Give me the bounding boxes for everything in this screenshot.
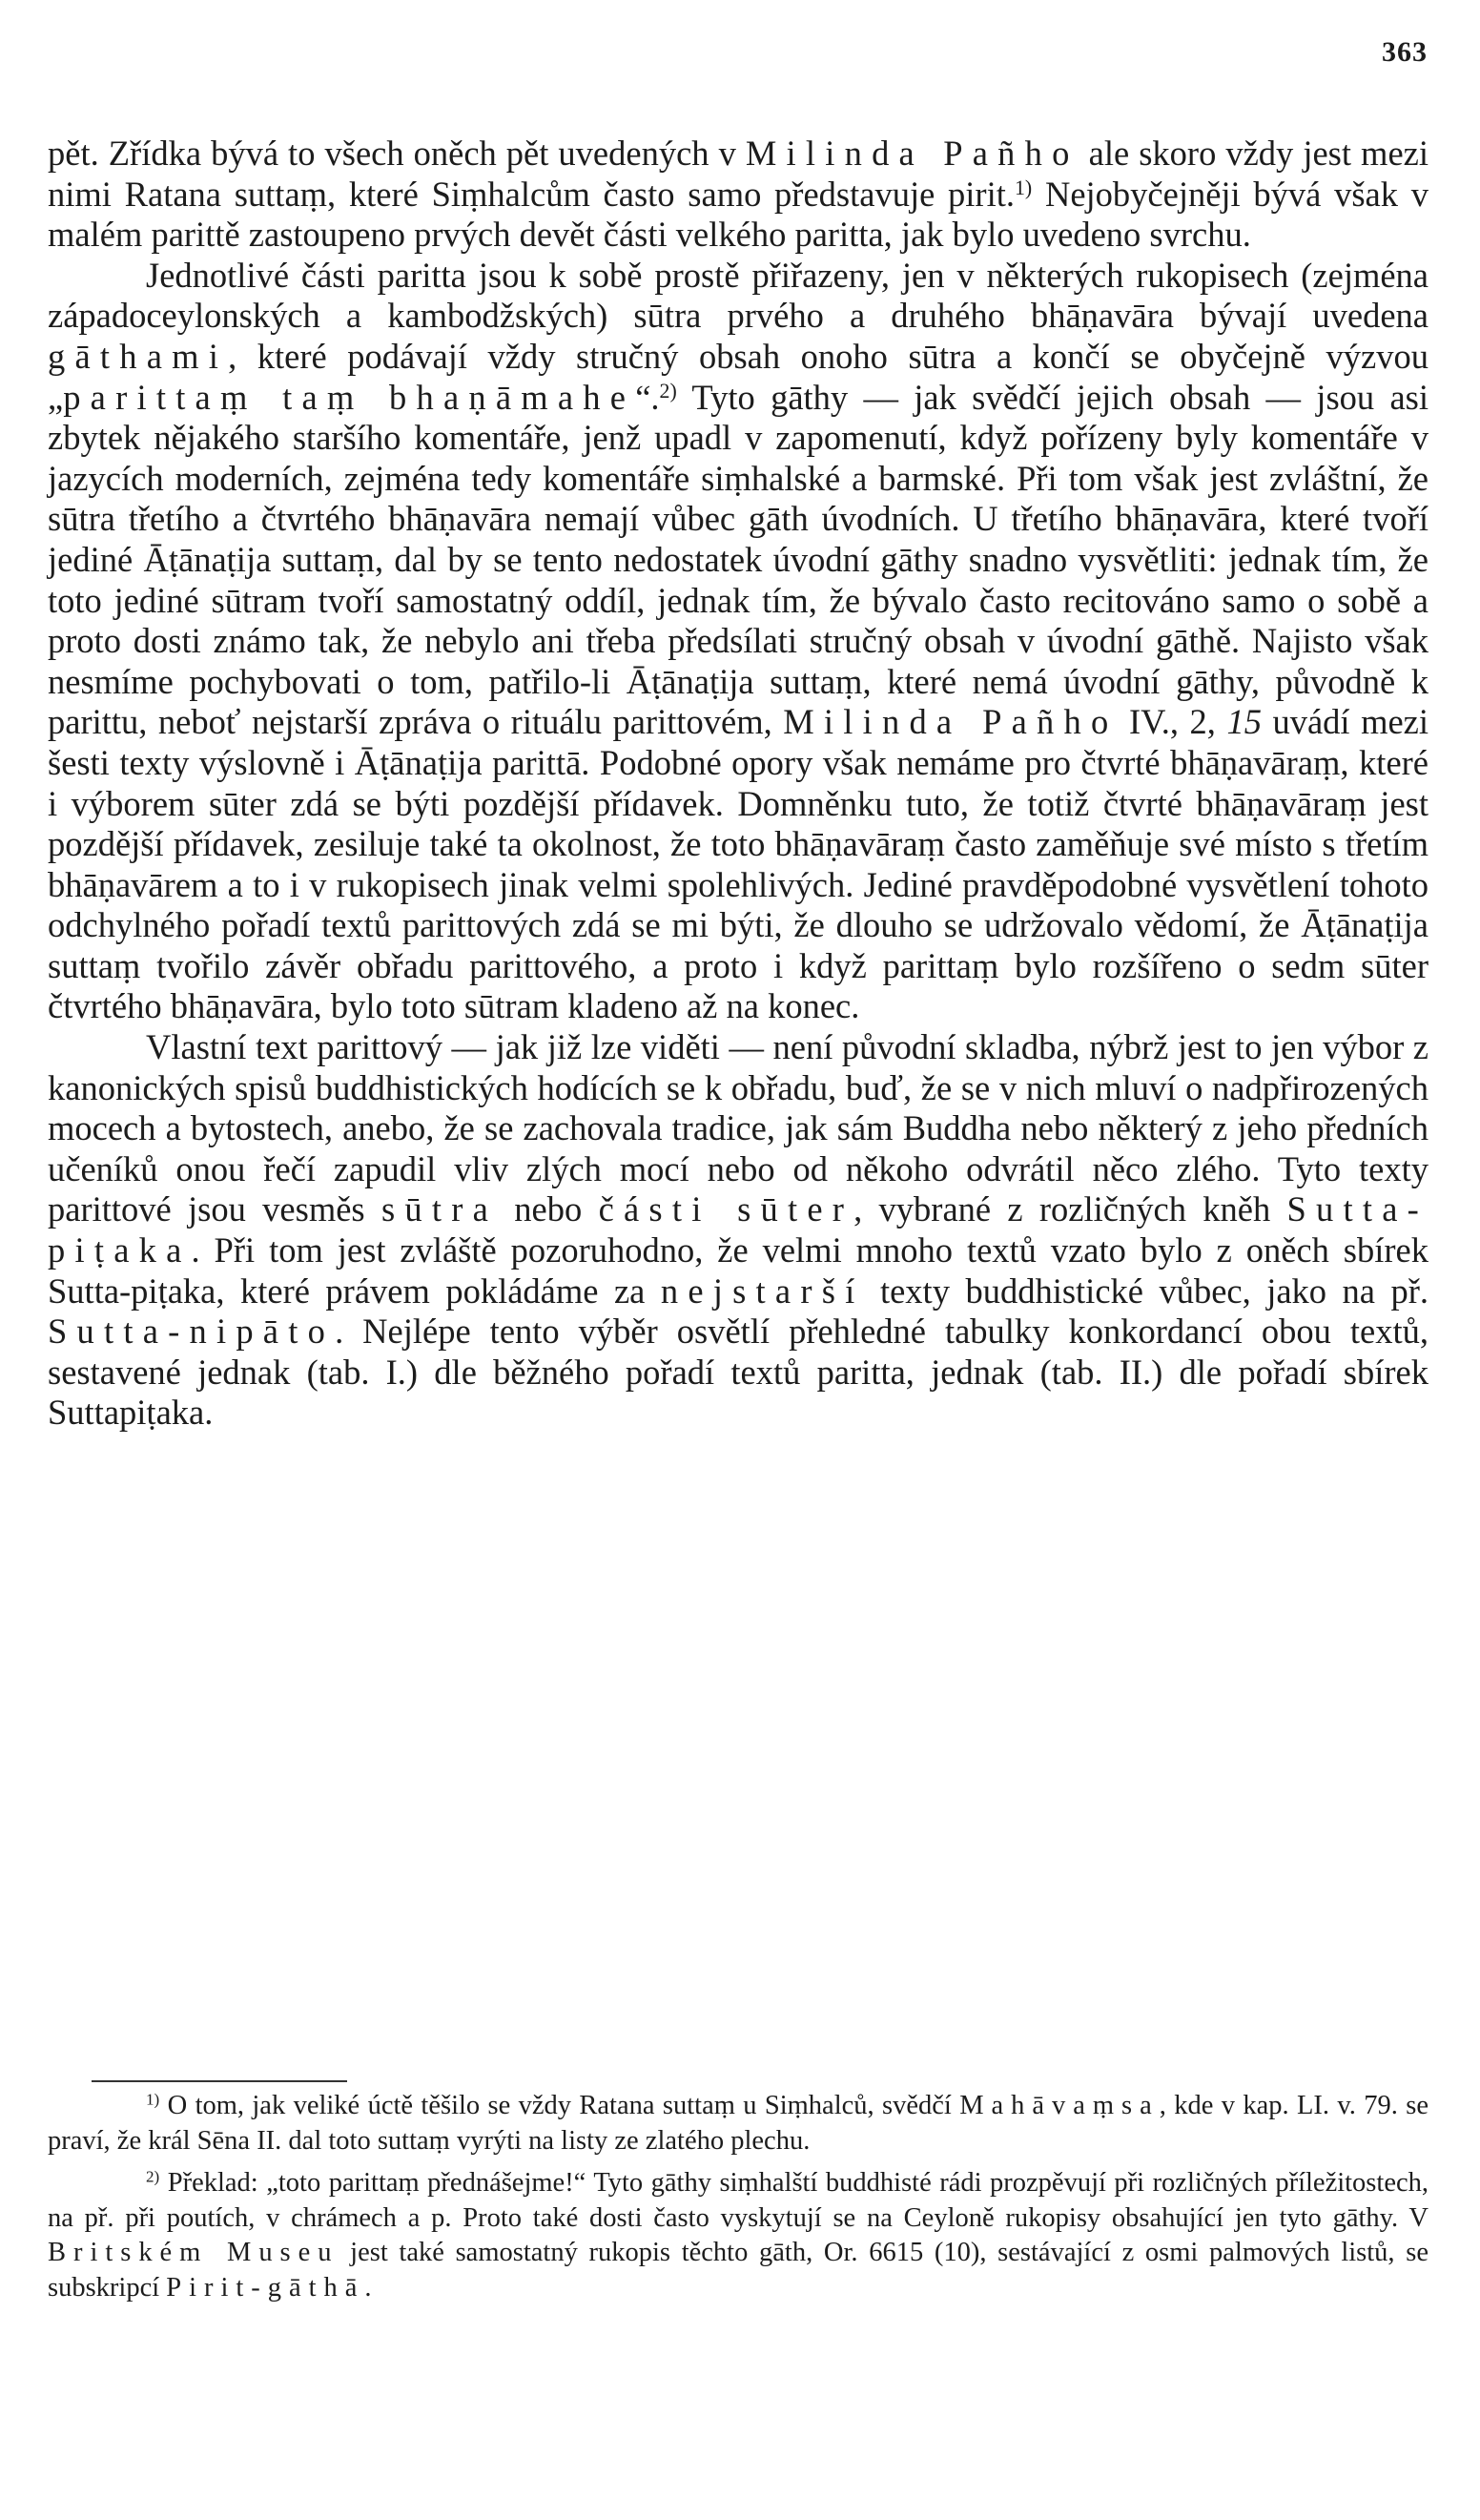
text-run: . Nejlépe tento výběr osvětlí přehledné tabulky konkordancí obou textů, sestavené jednak (tab. I.) dle běžného pořadí textů paritta, jednak (tab. II.) dle pořadí sbírek Suttapiṭaka. [48, 1312, 1429, 1433]
spaced-emphasis: gāthami [48, 336, 229, 376]
text-run: Nejobyčejněji bývá však v malém parittě zastoupeno prvých devět části velkého paritta, jak bylo uvedeno svrchu. [48, 174, 1429, 255]
spaced-emphasis: parittaṃ taṃ bhaṇāmahe [63, 377, 636, 417]
text-run: IV., 2, [1118, 702, 1227, 742]
footnote [48, 2089, 1429, 2159]
spaced-emphasis: Milinda Pañho [745, 134, 1079, 173]
footnote-marker: 2) [146, 2167, 160, 2186]
text-run: nebo [498, 1189, 599, 1229]
text-run: O tom, jak veliké úctě těšilo se vždy Ratana suttaṃ u Siṃhalců, svědčí [159, 2091, 960, 2120]
italic-number: 15 [1226, 702, 1262, 742]
text-run: texty buddhistické vůbec, jako na př. [864, 1270, 1429, 1311]
footnote-marker: 1) [1014, 175, 1033, 199]
text-run: ale skoro vždy jest mezi nimi Ratana suttaṃ, které Siṃhalcům často samo představuje pirit. [48, 134, 1429, 214]
text-run: , vybrané z rozličných kněh [853, 1189, 1287, 1229]
footnote-separator [92, 2080, 347, 2082]
paragraph [48, 134, 1429, 256]
text-run: Překlad: „toto parittaṃ přednášejme!“ Tyto gāthy siṃhalští buddhisté rádi prozpěvují při rozličných příležitostech, na př. při poutích, v chrámech a p. Proto také dosti často vyskytují se na Ceyloně rukopisy obsahující jen tyto gāthy. V [48, 2168, 1429, 2233]
main-text [48, 134, 1429, 1434]
text-run: Tyto gāthy — jak svědčí jejich obsah — jsou asi zbytek nějakého staršího komentáře, jenž upadl v zapomenutí, když pořízeny byly komentáře v jazycích moderních, zejména tedy komentáře siṃhalské a barmské. Při tom však jest zvláštní, že sūtra třetího a čtvrtého bhāṇavāra nemají vůbec gāth úvodních. U třetího bhāṇavāra, které tvoří jediné Āṭānaṭija suttaṃ, dal by se tento nedostatek úvodní gāthy snadno vysvětliti: jednak tím, že toto jediné sūtram tvoří samostatný oddíl, jednak tím, že bývalo často recitováno samo o sobě a proto dosti známo tak, že nebylo ani třeba předsílati stručný obsah v úvodní gāthě. Najisto však nesmíme pochybovati o tom, patřilo-li Āṭānaṭija suttaṃ, které nemá úvodní gāthy, původně k parittu, neboť nejstarší zpráva o rituálu parittovém, [48, 377, 1429, 742]
text-run: . [364, 2272, 372, 2303]
footnote-marker: 1) [146, 2090, 160, 2109]
text-run: Jednotlivé části paritta jsou k sobě prostě přiřazeny, jen v některých rukopisech (zejména západoceylonských a kambodžských) sūtra prvého a druhého bhāṇavāra bývají uvedena [48, 255, 1429, 336]
text-run: . Při tom jest zvláště pozoruhodno, že velmi mnoho textů vzato bylo z oněch sbírek Sutta-piṭaka, které právem pokládáme za [48, 1230, 1429, 1311]
spaced-emphasis: části sūter [598, 1189, 854, 1229]
text-run: “. [635, 377, 660, 417]
paragraph [48, 1027, 1429, 1434]
spaced-emphasis: Pirit-gāthā [166, 2272, 365, 2303]
text-run: pět. Zřídka bývá to všech oněch pět uvedených v [48, 134, 746, 173]
spaced-emphasis: nejstarší [660, 1270, 865, 1311]
text-run: Vlastní text parittový — jak již lze viděti — není původní skladba, nýbrž jest to jen výbor z kanonických spisů buddhistických hodících se k obřadu, buď, že se v nich mluví o nadpřirozených mocech a bytostech, anebo, že se zachovala tradice, jak sám Buddha nebo některý z jeho předních učeníků onou řečí zapudil vliv zlých mocí nebo od někoho odvrátil něco zlého. Tyto texty parittové jsou vesměs [48, 1027, 1429, 1229]
footnote [48, 2166, 1429, 2305]
spaced-emphasis: sūtra [380, 1189, 498, 1229]
footnote-marker: 2) [659, 378, 677, 403]
spaced-emphasis: Sutta-nipāto [48, 1312, 336, 1352]
page-number: 363 [1382, 36, 1428, 68]
text-run: jest také samostatný rukopis těchto gāth, Or. 6615 (10), sestávající z osmi palmových listů, se subskripcí [48, 2238, 1429, 2303]
footnotes [48, 2089, 1429, 2305]
text-run: , které podávají vždy stručný obsah onoho sūtra a končí se obyčejně výzvou „ [48, 336, 1429, 417]
text-run: , kde v kap. LI. v. 79. se praví, že král Sēna II. dal toto suttaṃ vyrýti na listy ze zlatého plechu. [48, 2091, 1429, 2156]
spaced-emphasis: Sutta-piṭaka [48, 1189, 1429, 1270]
spaced-emphasis: Mahāvaṃsa [959, 2091, 1160, 2120]
paragraph [48, 256, 1429, 1027]
spaced-emphasis: Milinda Pañho [783, 702, 1119, 742]
spaced-emphasis: Britském Museu [48, 2238, 339, 2267]
text-run: uvádí mezi šesti texty výslovně i Āṭānaṭija parittā. Podobné opory však nemáme pro čtvrté bhāṇavāraṃ, které i výborem sūter zdá se býti pozdější přídavek. Domněnku tuto, že totiž čtvrté bhāṇavāraṃ jest pozdější přídavek, zesiluje také ta okolnost, že toto bhāṇavāraṃ často zaměňuje své místo s třetím bhāṇavārem a to i v rukopisech jinak velmi spolehlivých. Jediné pravděpodobné vysvětlení tohoto odchylného pořadí textů parittových zdá se mi býti, že dlouho se udržovalo vědomí, že Āṭānaṭija suttaṃ tvořilo závěr obřadu parittového, a proto i když parittaṃ bylo rozšířeno o sedm sūter čtvrtého bhāṇavāra, bylo toto sūtram kladeno až na konec. [48, 702, 1429, 1026]
